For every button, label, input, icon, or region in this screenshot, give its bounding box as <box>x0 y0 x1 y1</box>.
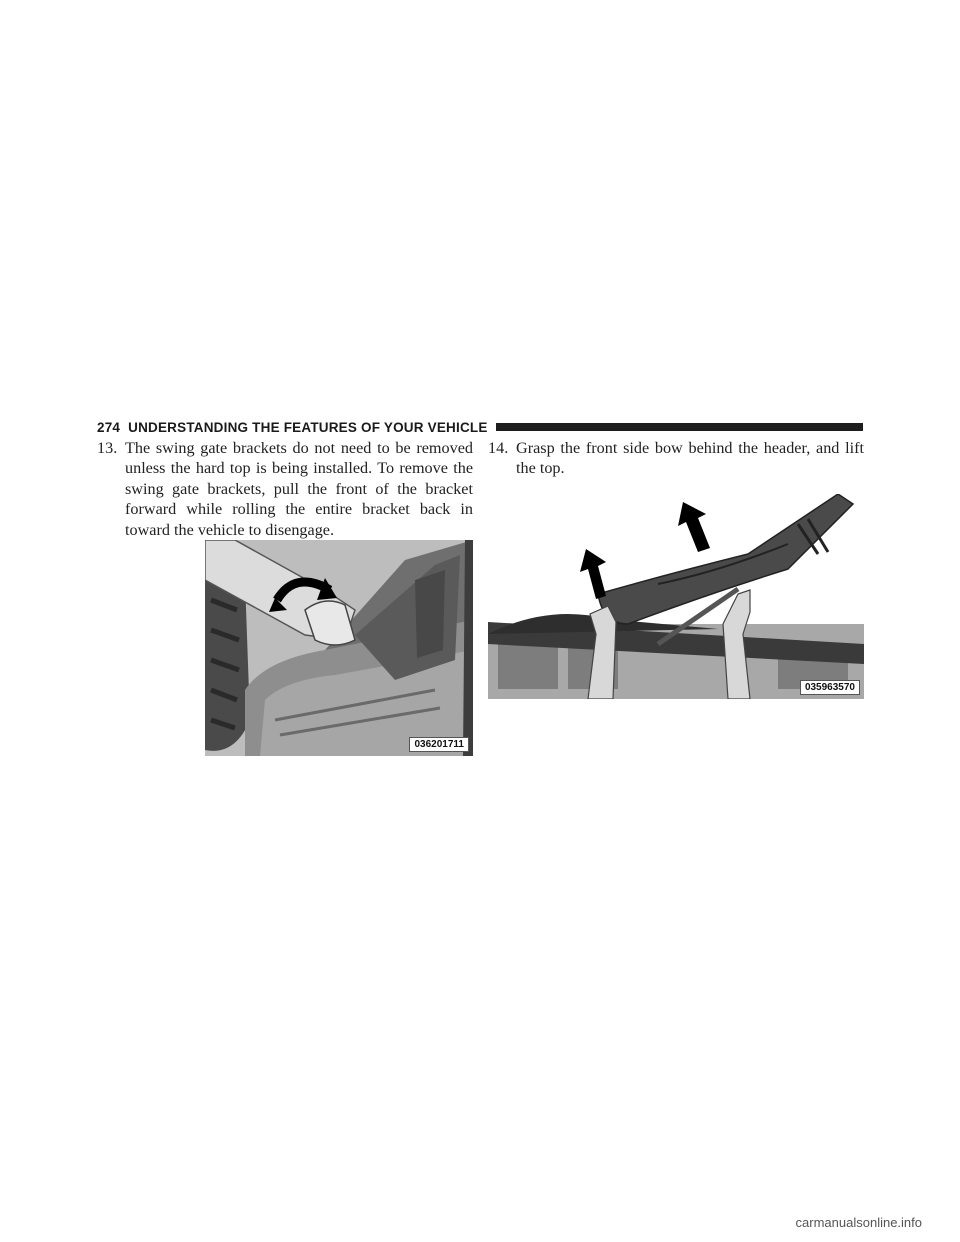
watermark: carmanualsonline.info <box>795 1215 922 1230</box>
step-13 <box>97 438 473 540</box>
swing-gate-bracket-illustration <box>205 540 473 756</box>
lift-top-drawing <box>488 494 864 699</box>
step-number: 13. <box>97 439 118 457</box>
header-rule <box>496 423 863 431</box>
step-text: Grasp the front side bow behind the header, and lift the top. <box>516 439 864 478</box>
bracket-removal-drawing <box>205 540 473 756</box>
step-text: The swing gate brackets do not need to be removed unless the hard top is being installed. To remove the swing gate brackets, pull the front of the bracket forward while rolling the entire bracket back in toward the vehicle to disengage. <box>125 439 473 539</box>
lift-top-illustration <box>488 494 864 699</box>
page-header <box>97 418 863 436</box>
page-number: 274 <box>97 419 121 435</box>
step-number: 14. <box>488 439 509 457</box>
figure-id-label: 035963570 <box>800 680 860 695</box>
figure-id-label: 036201711 <box>409 737 469 752</box>
section-title: UNDERSTANDING THE FEATURES OF YOUR VEHICLE <box>128 419 488 435</box>
step-14 <box>488 438 864 479</box>
